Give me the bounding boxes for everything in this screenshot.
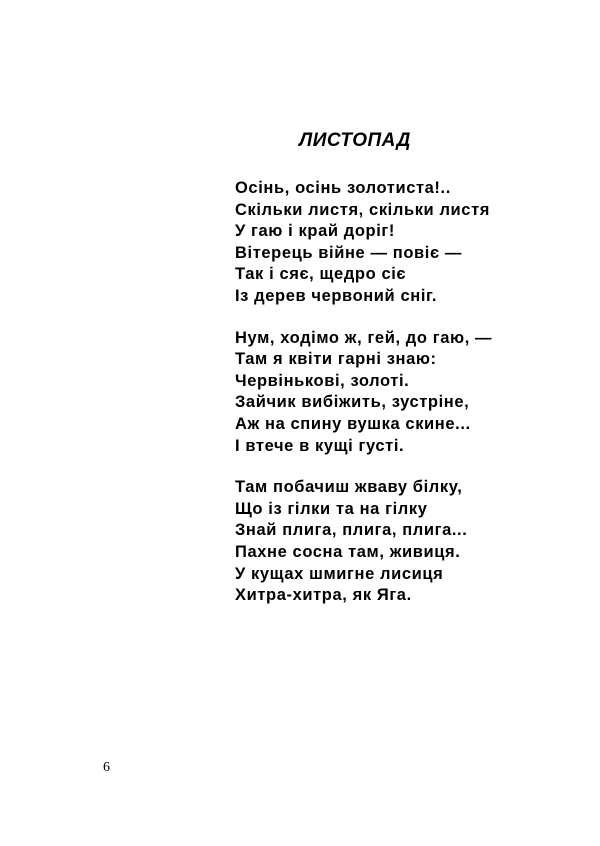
stanza-1 <box>235 178 565 308</box>
poem-line: І втече в кущі густі. <box>235 436 405 455</box>
poem-line: Червінькові, золоті. <box>235 371 410 390</box>
poem-line: У кущах шмигне лисиця <box>235 564 444 583</box>
poem-line: Там побачиш жваву білку, <box>235 478 463 497</box>
poem-title: ЛИСТОПАД <box>299 130 411 151</box>
poem-line: Що із гілки та на гілку <box>235 499 428 518</box>
poem-line: У гаю і край доріг! <box>235 222 395 241</box>
poem-line: Зайчик вибіжить, зустріне, <box>235 393 470 412</box>
poem-line: Осінь, осінь золотиста!.. <box>235 179 451 197</box>
stanza-2 <box>235 328 565 458</box>
stanza-3 <box>235 477 565 607</box>
poem-line: Так і сяє, щедро сіє <box>235 265 407 284</box>
poem-line: Скільки листя, скільки листя <box>235 200 490 219</box>
poem-line: Аж на спину вушка скине... <box>235 414 471 433</box>
poem-line: Нум, ходімо ж, гей, до гаю, — <box>235 328 493 347</box>
poem-line: Пахне сосна там, живиця. <box>235 542 461 561</box>
poem-line: Вітерець війне — повіє — <box>235 243 462 262</box>
page-number: 6 <box>103 760 110 775</box>
poem-body <box>235 178 565 627</box>
poem-line: Там я квіти гарні знаю: <box>235 350 437 369</box>
poem-line: Знай плига, плига, плига... <box>235 521 468 540</box>
poem-line: Із дерев червоний сніг. <box>235 286 438 305</box>
poem-line: Хитра-хитра, як Яга. <box>235 586 412 605</box>
